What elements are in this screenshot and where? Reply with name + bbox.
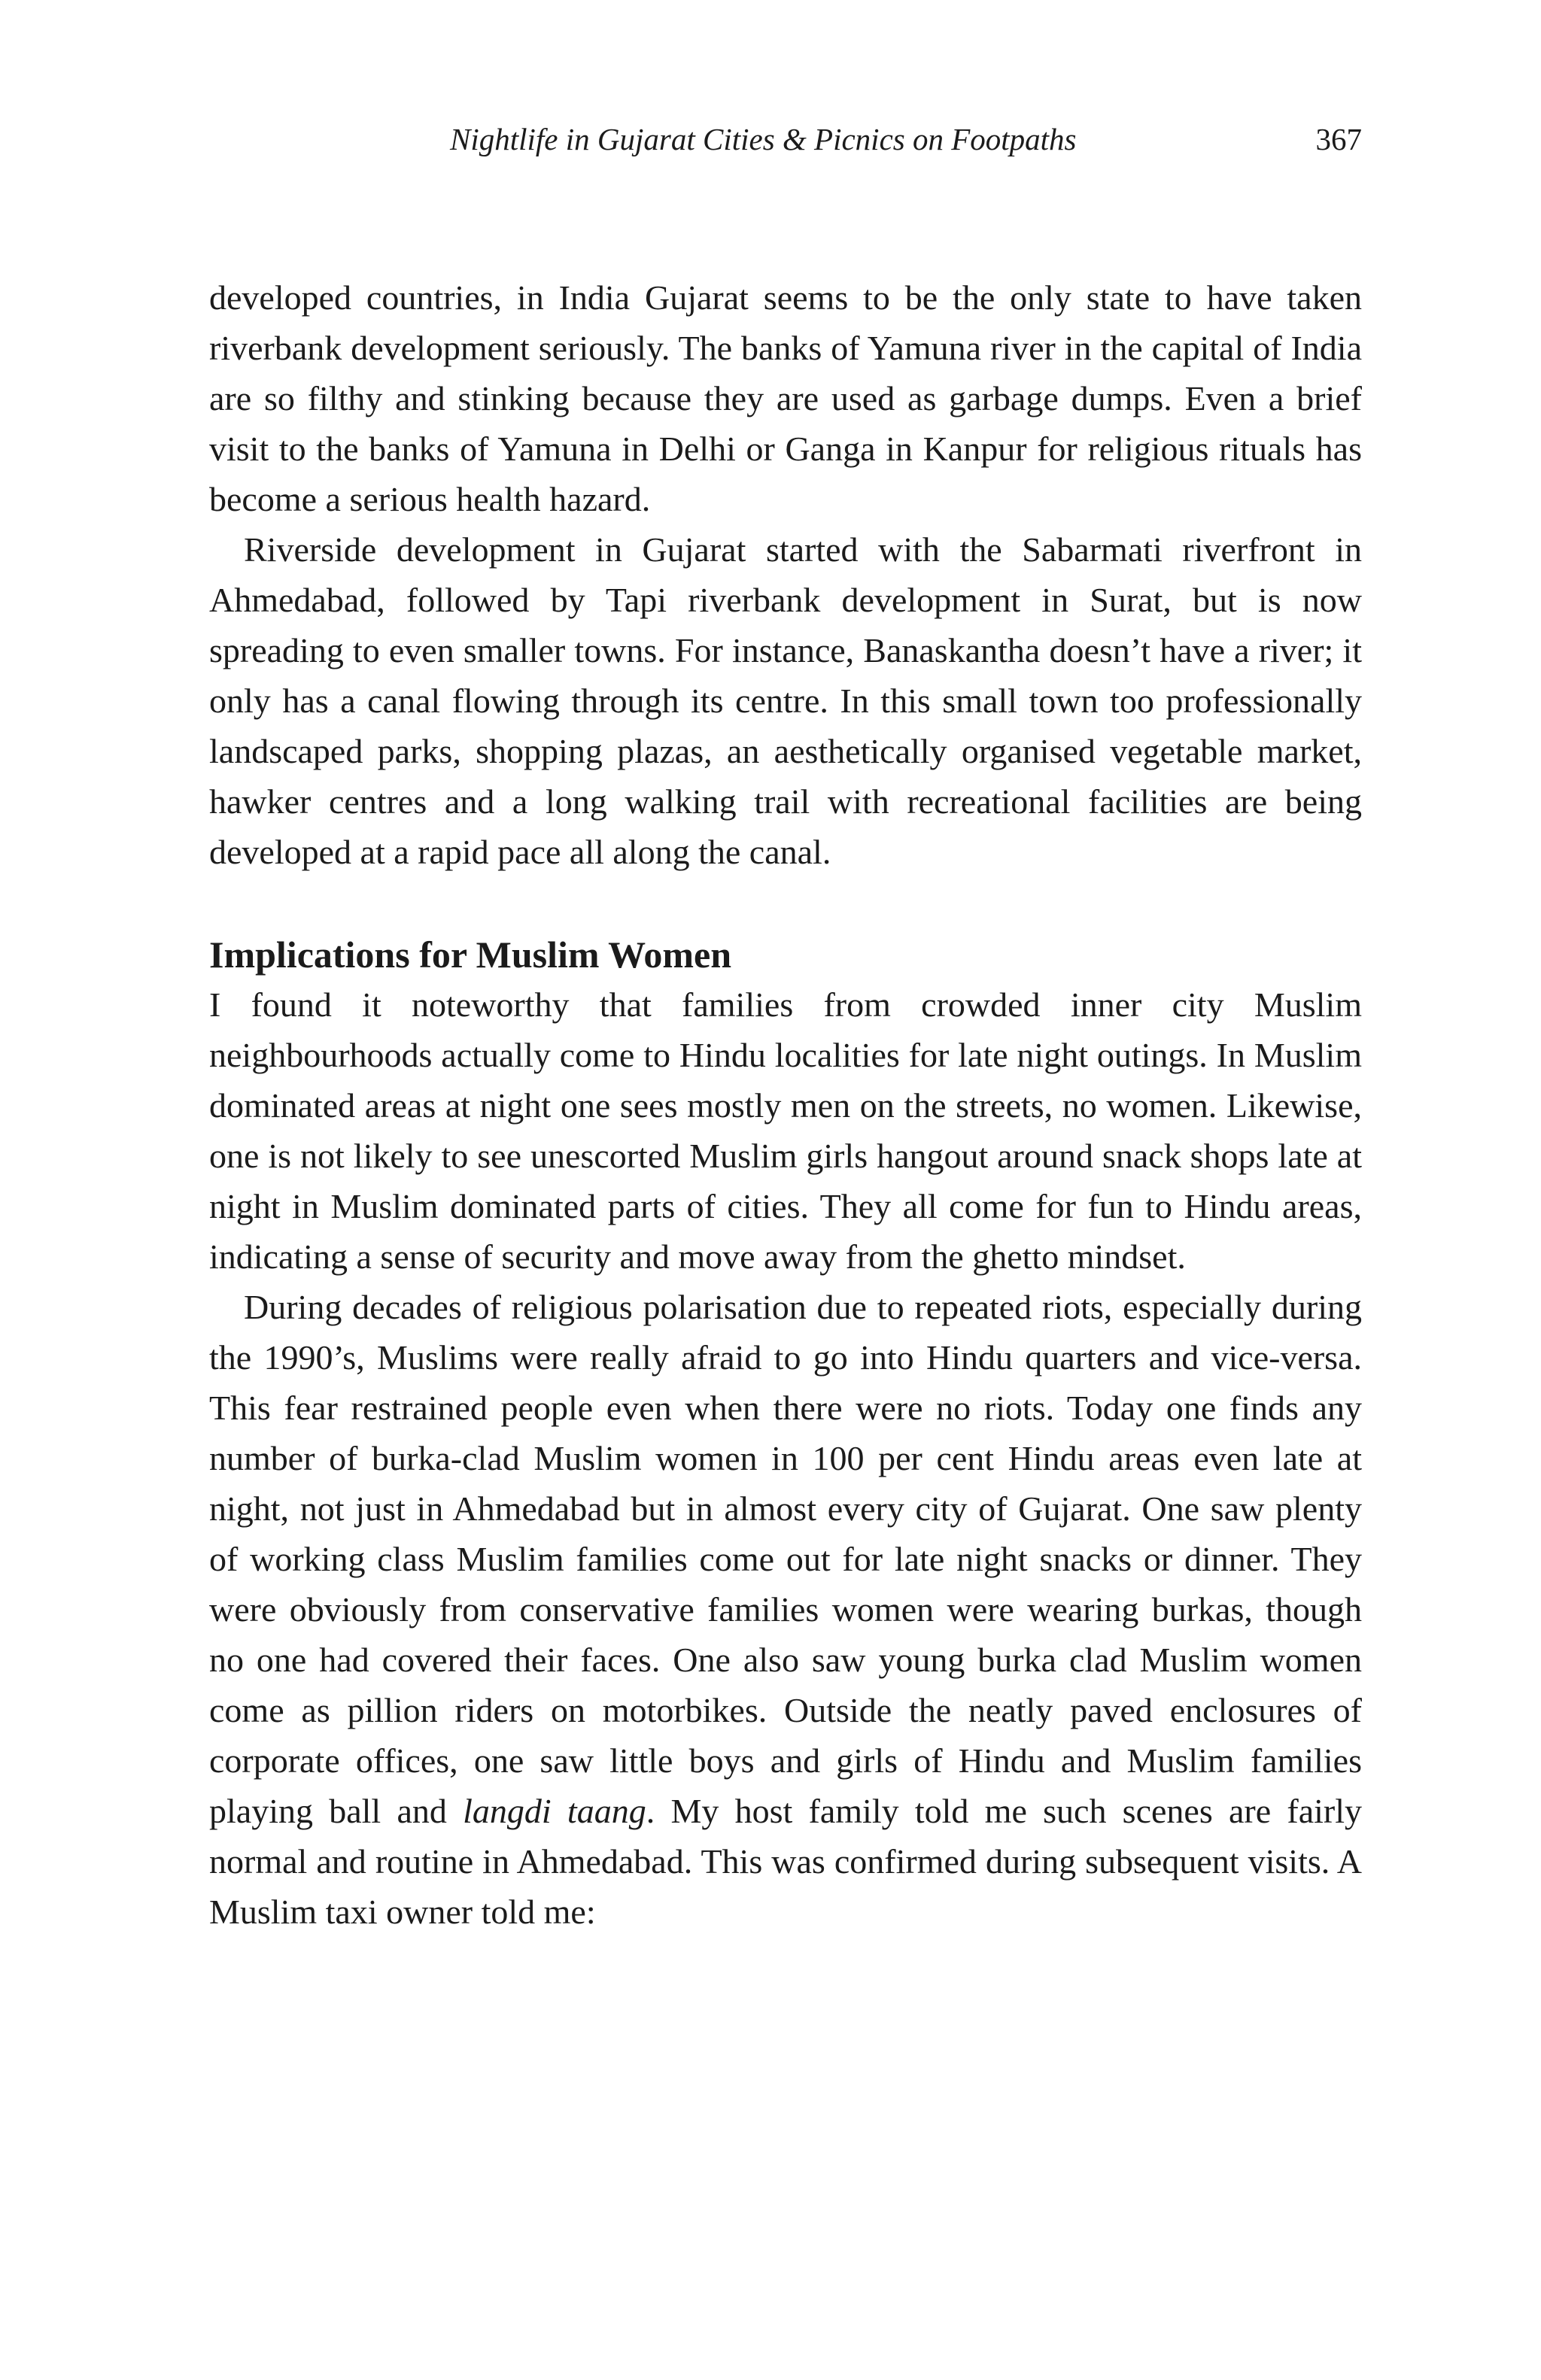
paragraph-continued: developed countries, in India Gujarat seems to be the only state to have taken riverbank development seriously. The banks of Yamuna river in the capital of India are so filthy and stinking because they are used as garbage dumps. Even a brief visit to the banks of Yamuna in Delhi or Ganga in Kanpur for religious rituals has become a serious health hazard. (209, 278, 1362, 518)
running-head (209, 113, 1362, 165)
paragraph-noteworthy: I found it noteworthy that families from crowded inner city Muslim neighbourhoods actually come to Hindu localities for late night outings. In Muslim dominated areas at night one sees mostly men on the streets, no women. Likewise, one is not likely to see unescorted Muslim girls hangout around snack shops late at night in Muslim dominated parts of cities. They all come for fun to Hindu areas, indicating a sense of security and move away from the ghetto mindset. (209, 985, 1362, 1276)
paragraph-polarisation (209, 1282, 1362, 1937)
paragraph-riverside-development: Riverside development in Gujarat started with the Sabarmati riverfront in Ahmedabad, followed by Tapi riverbank development in Surat, but is now spreading to even smaller towns. For instance, Banaskantha doesn’t have a river; it only has a canal flowing through its centre. In this small town too professionally landscaped parks, shopping plazas, an aesthetically organised vegetable market, hawker centres and a long walking trail with recreational facilities are being developed at a rapid pace all along the canal. (209, 530, 1362, 871)
paragraph-polarisation-end: . My host family told me such scenes are fairly normal and routine in Ahmedabad. This was confirmed during subsequent visits. A Muslim taxi owner told me: (209, 1792, 1363, 1931)
book-page (209, 113, 1362, 1937)
section-heading: Implications for Muslim Women (209, 933, 732, 976)
paragraph-polarisation-text: During decades of religious polarisation due to repeated riots, especially during the 1990’s, Muslims were really afraid to go into Hindu quarters and vice-versa. This fear restrained people even when there were no riots. Today one finds any number of burka-clad Muslim women in 100 per cent Hindu areas even late at night, not just in Ahmedabad but in almost every city of Gujarat. One saw plenty of working class Muslim families come out for late night snacks or dinner. They were obviously from conservative families women were wearing burkas, though no one had covered their faces. One also saw young burka clad Muslim women come as pillion riders on motorbikes. Outside the neatly paved enclosures of corporate offices, one saw little boys and girls of Hindu and Muslim families playing ball and (209, 1288, 1362, 1830)
running-title: Nightlife in Gujarat Cities & Picnics on Footpaths (450, 122, 1077, 156)
italic-term: langdi taang (463, 1792, 646, 1830)
page-number: 367 (1315, 122, 1362, 156)
body-text (209, 272, 1362, 1937)
